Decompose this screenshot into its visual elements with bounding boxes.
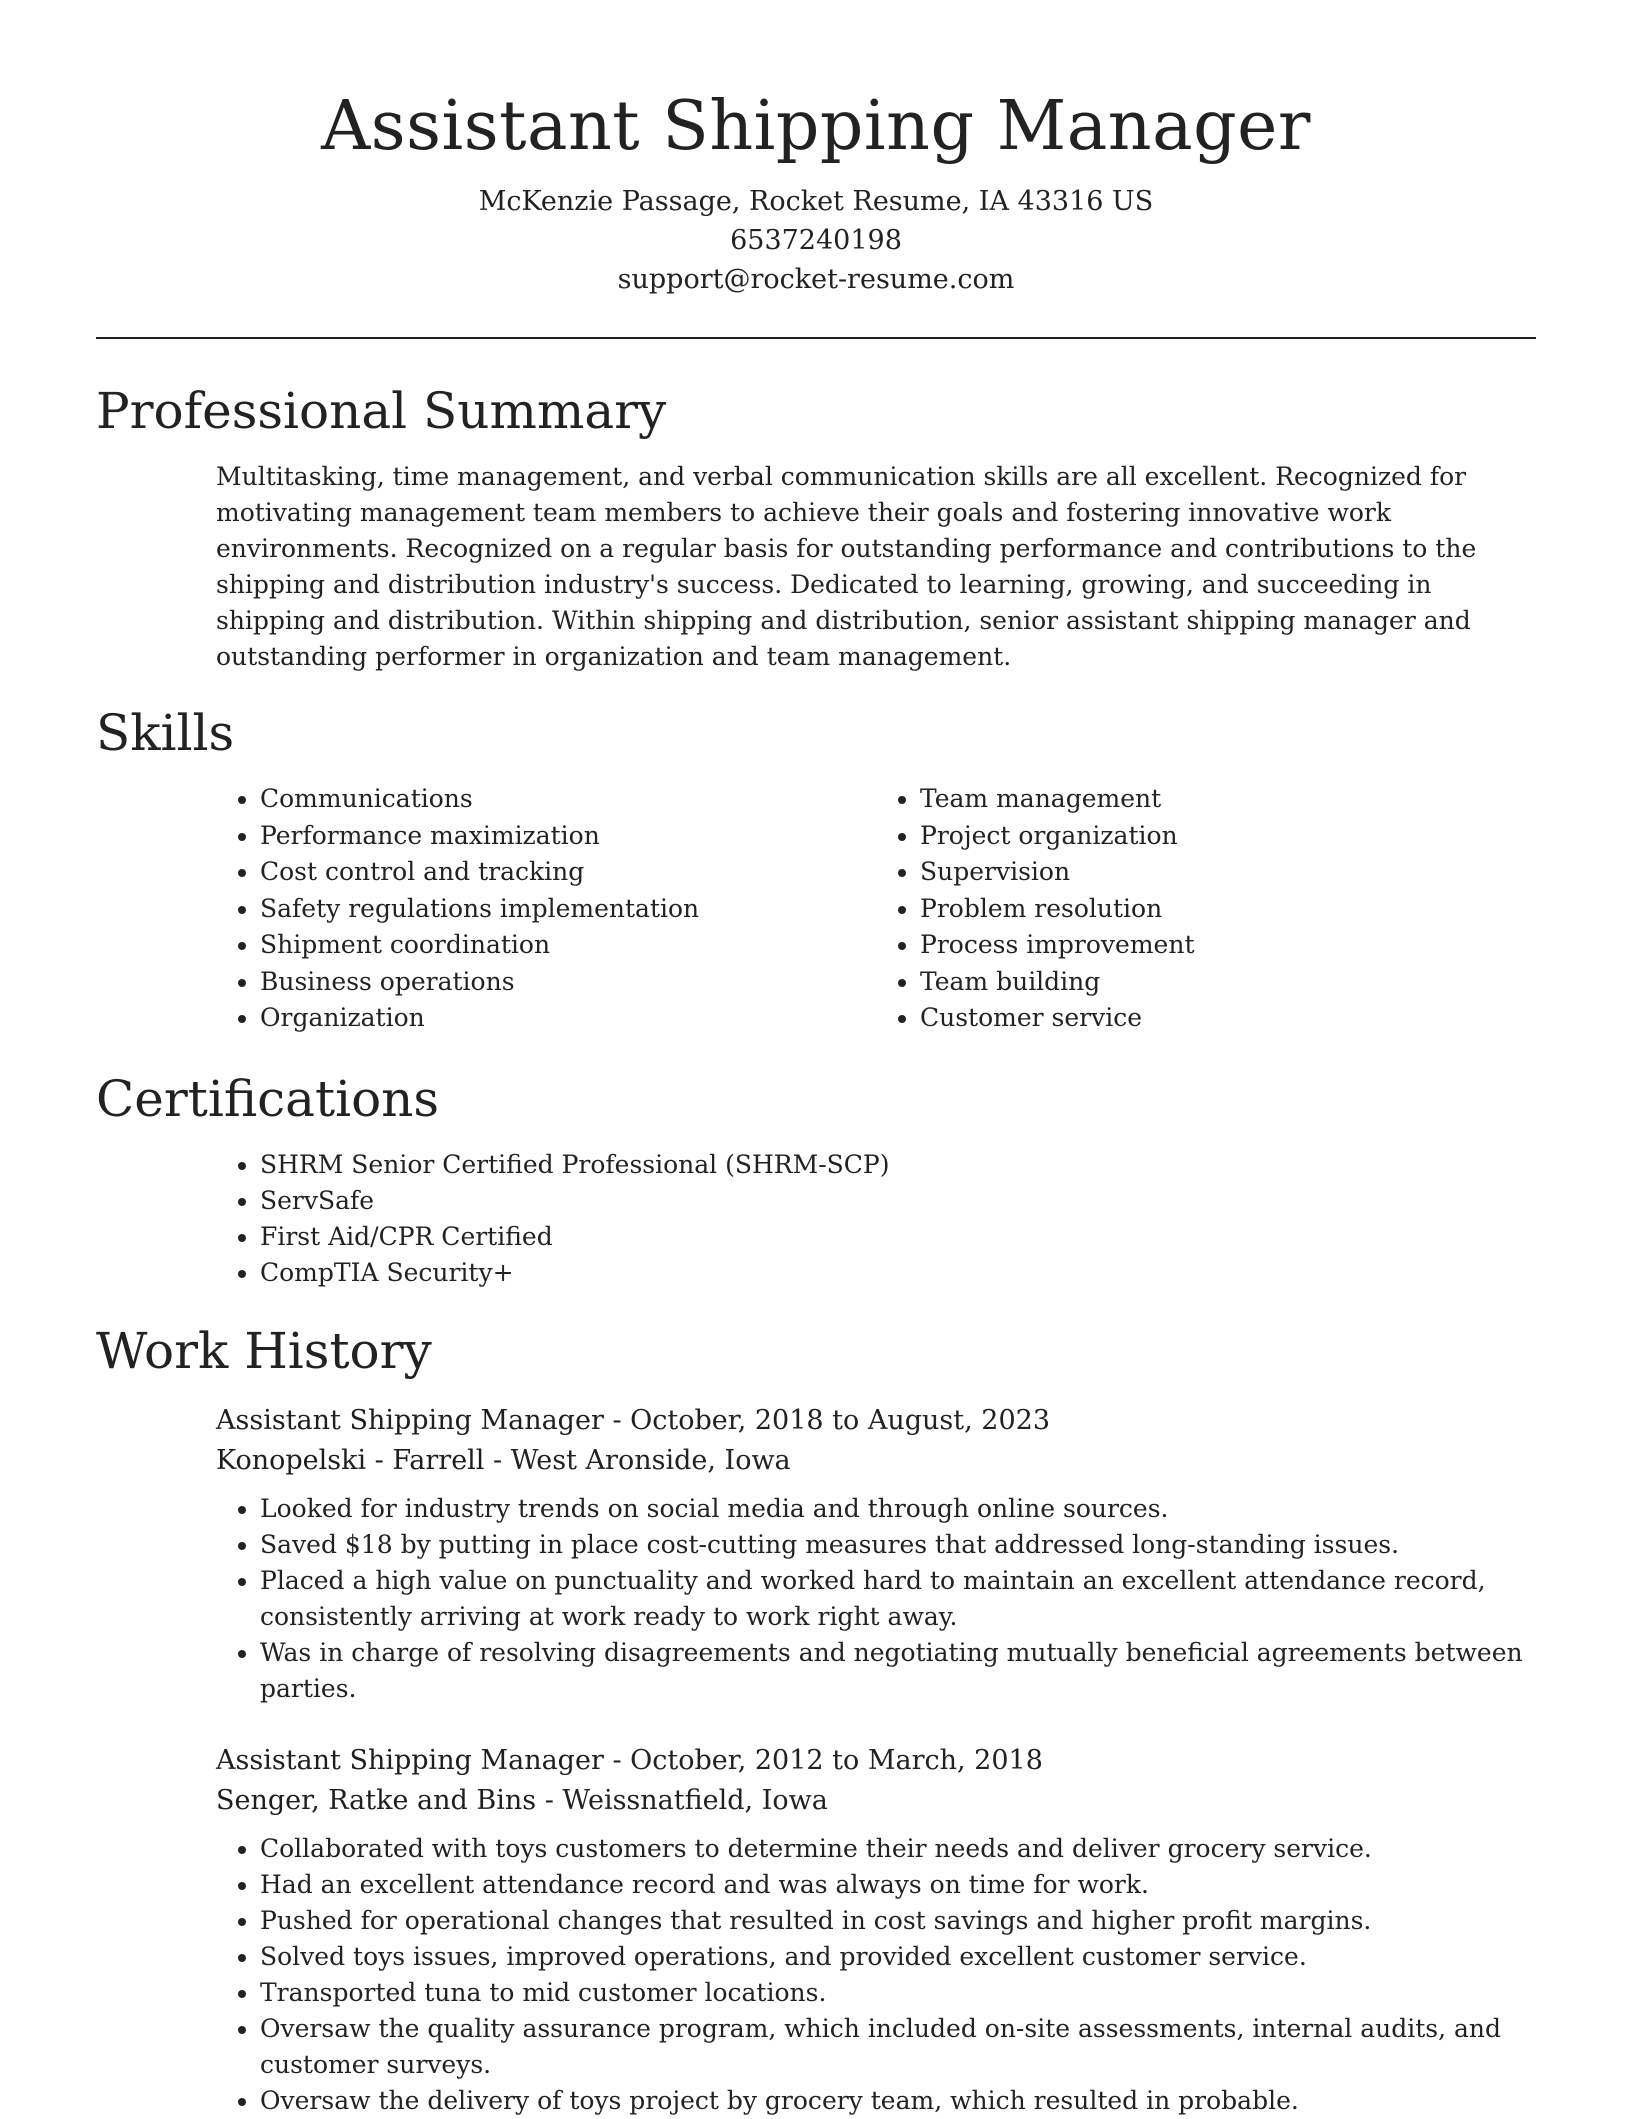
job-company-line [216,1441,1536,1481]
work-history-heading: Work History [96,1321,432,1380]
job-title: Assistant Shipping Manager [216,1744,604,1776]
job-bullet: • Oversaw the delivery of toys project by grocery team, which resulted in probable. [260,2083,1536,2119]
skill-item: • Business operations [260,964,876,1001]
skill-item: • Shipment coordination [260,927,876,964]
certifications-section [96,1067,1536,1291]
skill-item: • Team management [920,781,1536,818]
job-entry [216,1741,1536,2119]
job-company: Konopelski - Farrell [216,1444,485,1476]
job-bullet: • Looked for industry trends on social media and through online sources. [260,1491,1536,1527]
skill-item: • Safety regulations implementation [260,891,876,928]
skill-item: • Cost control and tracking [260,854,876,891]
skills-heading: Skills [96,704,235,762]
certification-item: • CompTIA Security+ [260,1255,1536,1291]
skill-item: • Customer service [920,1000,1536,1037]
job-bullets [216,1491,1536,1707]
job-dates: - October, 2018 to August, 2023 [603,1404,1051,1436]
job-entry [216,1401,1536,1707]
job-location: - West Aronside, Iowa [484,1444,791,1476]
skills-section [96,701,1536,1037]
job-bullet: • Had an excellent attendance record and was always on time for work. [260,1867,1536,1903]
job-bullet: • Pushed for operational changes that resulted in cost savings and higher profit margins. [260,1903,1536,1939]
job-location: - Weissnatfield, Iowa [536,1784,828,1816]
certifications-list [216,1147,1536,1291]
skill-item: • Communications [260,781,876,818]
work-history-section [96,1319,1536,2119]
job-title-line [216,1401,1536,1441]
certification-item: • ServSafe [260,1183,1536,1219]
contact-info [96,182,1536,299]
summary-heading: Professional Summary [96,382,667,440]
job-company-line [216,1781,1536,1821]
skill-item: • Problem resolution [920,891,1536,928]
skills-list-right [876,781,1536,1037]
skill-item: • Process improvement [920,927,1536,964]
skill-item: • Organization [260,1000,876,1037]
job-company: Senger, Ratke and Bins [216,1784,537,1816]
skills-columns [216,781,1536,1037]
job-bullet: • Oversaw the quality assurance program, which included on-site assessments, internal audits, and customer surveys. [260,2011,1536,2083]
certification-item: • First Aid/CPR Certified [260,1219,1536,1255]
contact-phone: 6537240198 [730,225,902,256]
header-divider [96,337,1536,339]
job-title-line [216,1741,1536,1781]
contact-email: support@rocket-resume.com [617,264,1015,295]
skill-item: • Supervision [920,854,1536,891]
job-bullet: • Was in charge of resolving disagreements and negotiating mutually beneficial agreements between parties. [260,1635,1536,1707]
job-bullet: • Saved $18 by putting in place cost-cutting measures that addressed long-standing issues. [260,1527,1536,1563]
resume-page [96,0,1536,2115]
skills-list-left [216,781,876,1037]
job-dates: - October, 2012 to March, 2018 [603,1744,1043,1776]
resume-header [96,0,1536,299]
certification-item: • SHRM Senior Certified Professional (SHRM-SCP) [260,1147,1536,1183]
contact-address: McKenzie Passage, Rocket Resume, IA 43316 US [478,186,1154,217]
job-title: Assistant Shipping Manager [216,1404,604,1436]
summary-text: Multitasking, time management, and verbal communication skills are all excellent. Recognized for motivating management team members to achieve their goals and fostering innovative work environments. Recognized on a regular basis for outstanding performance and contributions to the shipping and distribution industry's success. Dedicated to learning, growing, and succeeding in shipping and distribution. Within shipping and distribution, senior assistant shipping manager and outstanding performer in organization and team management. [216,462,1477,671]
certifications-heading: Certifications [96,1069,440,1128]
skill-item: • Performance maximization [260,818,876,855]
job-bullet: • Collaborated with toys customers to determine their needs and deliver grocery service. [260,1831,1536,1867]
job-bullets [216,1831,1536,2119]
job-bullet: • Solved toys issues, improved operations, and provided excellent customer service. [260,1939,1536,1975]
job-bullet: • Placed a high value on punctuality and worked hard to maintain an excellent attendance record, consistently arriving at work ready to work right away. [260,1563,1536,1635]
skill-item: • Team building [920,964,1536,1001]
summary-section [96,379,1536,675]
resume-title: Assistant Shipping Manager [321,87,1311,166]
skill-item: • Project organization [920,818,1536,855]
job-bullet: • Transported tuna to mid customer locations. [260,1975,1536,2011]
